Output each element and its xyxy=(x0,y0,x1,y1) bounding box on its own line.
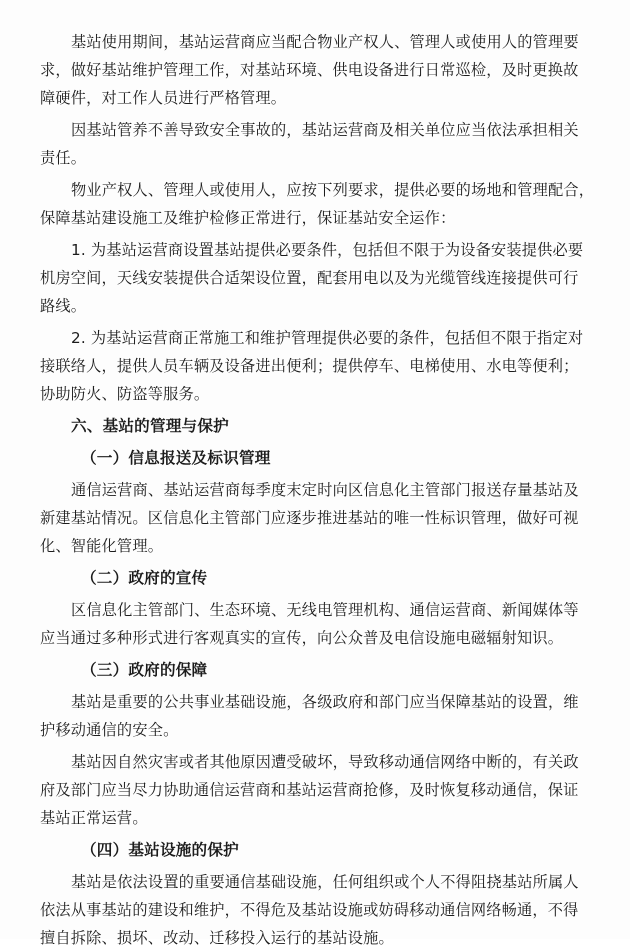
text-line: 基站是依法设置的重要通信基础设施，任何组织或个人不得阻挠基站所属人 xyxy=(71,873,579,891)
text-line: 求，做好基站维护管理工作，对基站环境、供电设备进行日常巡检，及时更换故 xyxy=(40,61,579,79)
text-line: 物业产权人、管理人或使用人，应按下列要求，提供必要的场地和管理配合， xyxy=(71,181,595,199)
text-line: 1. 为基站运营商设置基站提供必要条件，包括但不限于为设备安装提供必要 xyxy=(71,241,584,259)
text-line: 通信运营商、基站运营商每季度末定时向区信息化主管部门报送存量基站及 xyxy=(71,481,579,499)
paragraph-item-1 xyxy=(40,236,594,320)
text-line: 护移动通信的安全。 xyxy=(40,721,179,739)
text-line: 新建基站情况。区信息化主管部门应逐步推进基站的唯一性标识管理，做好可视 xyxy=(40,509,579,527)
paragraph-maintenance xyxy=(40,28,594,112)
paragraph-property-owners xyxy=(40,176,594,232)
subsection-heading: （二）政府的宣传 xyxy=(81,569,208,587)
text-line: 机房空间，天线安装提供合适架设位置，配套用电以及为光缆管线连接提供可行 xyxy=(40,269,579,287)
paragraph-facility-protection xyxy=(40,868,594,952)
paragraph-disaster-recovery xyxy=(40,748,594,832)
subsection-heading: （四）基站设施的保护 xyxy=(81,841,239,859)
text-line: 基站正常运营。 xyxy=(40,809,148,827)
section-heading: 六、基站的管理与保护 xyxy=(71,417,229,435)
text-line: 擅自拆除、损坏、改动、迁移投入运行的基站设施。 xyxy=(40,929,394,947)
text-line: 因基站管养不善导致安全事故的，基站运营商及相关单位应当依法承担相关 xyxy=(71,121,579,139)
text-line: 协助防火、防盗等服务。 xyxy=(40,385,210,403)
text-line: 接联络人，提供人员车辆及设备进出便利；提供停车、电梯使用、水电等便利； xyxy=(40,357,579,375)
subsection-heading: （三）政府的保障 xyxy=(81,661,208,679)
text-line: 化、智能化管理。 xyxy=(40,537,164,555)
paragraph-info-reporting xyxy=(40,476,594,560)
paragraph-liability xyxy=(40,116,594,172)
text-line: 保障基站建设施工及维护检修正常进行，保证基站安全运作： xyxy=(40,209,456,227)
text-line: 基站是重要的公共事业基础设施，各级政府和部门应当保障基站的设置，维 xyxy=(71,693,579,711)
paragraph-item-2 xyxy=(40,324,594,408)
paragraph-publicity xyxy=(40,596,594,652)
text-line: 基站因自然灾害或者其他原因遭受破坏，导致移动通信网络中断的，有关政 xyxy=(71,753,579,771)
text-line: 府及部门应当尽力协助通信运营商和基站运营商抢修，及时恢复移动通信，保证 xyxy=(40,781,579,799)
text-line: 区信息化主管部门、生态环境、无线电管理机构、通信运营商、新闻媒体等 xyxy=(71,601,579,619)
text-line: 责任。 xyxy=(40,149,87,167)
text-line: 基站使用期间，基站运营商应当配合物业产权人、管理人或使用人的管理要 xyxy=(71,33,579,51)
text-line: 2. 为基站运营商正常施工和维护管理提供必要的条件，包括但不限于指定对 xyxy=(71,329,584,347)
paragraph-guarantee xyxy=(40,688,594,744)
text-line: 路线。 xyxy=(40,297,87,315)
subsection-heading: （一）信息报送及标识管理 xyxy=(81,449,271,467)
text-line: 障硬件，对工作人员进行严格管理。 xyxy=(40,89,287,107)
text-line: 应当通过多种形式进行客观真实的宣传，向公众普及电信设施电磁辐射知识。 xyxy=(40,629,564,647)
text-line: 依法从事基站的建设和维护，不得危及基站设施或妨碍移动通信网络畅通，不得 xyxy=(40,901,579,919)
